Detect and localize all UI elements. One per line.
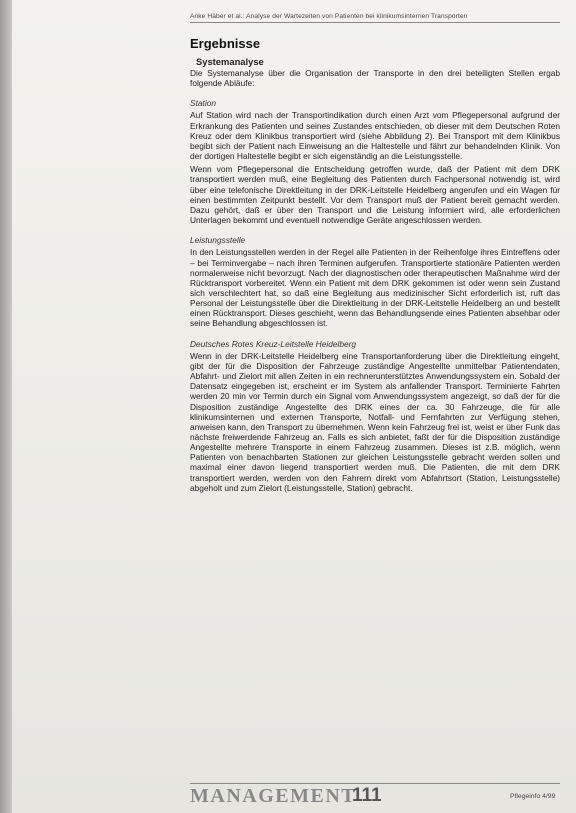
issue-label: Pflegeinfo 4/99 — [510, 793, 556, 800]
section-title: Leistungsstelle — [190, 235, 246, 246]
intro-paragraph: Die Systemanalyse über die Organisation der Transporte in den drei beteiligten Stellen ergab folgende Abläufe: — [190, 68, 560, 89]
paragraph: In den Leistungsstellen werden in der Regel alle Patienten in der Reihenfolge ihres Eintreffens oder – bei Terminvergabe – nach ihren Terminen aufgerufen. Transportierte stationäre Patienten werden normalerweise nicht bevorzugt. Nach der diagnostischen oder therapeutischen Maßnahme wird der Rücktransport vorbereitet. Wenn ein Patient mit dem DRK gekommen ist oder wenn sein Zustand sich verschlechtert hat, so daß eine Begleitung aus medizinischer Sicht erforderlich ist, ruft das Personal der Leistungsstelle über die Direktleitung in der DRK-Leitstelle Heidelberg an und bestellt einen Rücktransport. Dieses geschieht, wenn das Behandlungsende eines Patienten absehbar oder seine Behandlung abgeschlossen ist. — [190, 247, 560, 329]
binding-edge — [0, 0, 12, 813]
section-station — [190, 98, 560, 225]
page-number: 111 — [352, 785, 382, 806]
footer-section-label: MANAGEMENT — [190, 785, 357, 807]
section-leistungsstelle — [190, 235, 560, 328]
paragraph: Auf Station wird nach der Transportindikation durch einen Arzt vom Pflegepersonal aufgrund der Erkrankung des Patienten und seines Zustandes entschieden, ob dieser mit dem Deutschen Roten Kreuz oder dem Klinikbus transportiert wird (siehe Abbildung 2). Bei Transport mit dem Klinikbus begibt sich der Patient nach Einweisung an die Haltestelle und fährt zur behandelnden Klinik. Von der dortigen Haltestelle begibt er sich eigenständig an die Leistungsstelle. — [190, 110, 560, 162]
article-body — [190, 68, 560, 496]
subsection-heading: Systemanalyse — [196, 56, 264, 67]
section-title: Deutsches Rotes Kreuz-Leitstelle Heidelberg — [190, 338, 357, 349]
section-title: Station — [190, 98, 216, 109]
footer-divider — [190, 783, 560, 784]
paragraph: Wenn in der DRK-Leitstelle Heidelberg eine Transportanforderung über die Direktleitung eingeht, gibt der für die Disposition der Fahrzeuge zuständige Angestellte unmittelbar Patientendaten, Abfahrt- und Zielort mit allen Zeiten in ein rechnerunterstütztes Anwendungssystem ein. Sobald der Datensatz eingegeben ist, erscheint er im System als anfallender Transport. Terminierte Fahrten werden 20 min vor Termin durch ein Signal vom Anwendungssystem angezeigt, so daß der für die Disposition zuständige Angestellte des DRK eines der ca. 30 Fahrzeuge, die für alle klinikumsinternen und externen Transporte, Notfall- und Fernfahrten zur Verfügung stehen, anweisen kann, den Transport zu übernehmen. Wenn kein Fahrzeug frei ist, weist er über Funk das nächste freiwerdende Fahrzeug an. Falls es sich anbietet, faßt der für die Disposition zuständige Angestellte mehrere Transporte in einem Fahrzeug zusammen. Dieses ist z.B. möglich, wenn Patienten von benachbarten Stationen zur gleichen Leistungsstelle gebracht werden sollen und maximal einer davon liegend transportiert werden muß. Die Patienten, die mit dem DRK transportiert werden, werden von den Fahrern direkt vom Abfahrtsort (Station, Leistungsstelle) abgeholt und zum Zielort (Leistungsstelle, Station) gebracht. — [190, 350, 560, 493]
running-head: Anke Häber et al.: Analyse der Wartezeiten von Patienten bei klinikumsinternen Transporten — [190, 13, 560, 23]
section-heading: Ergebnisse — [190, 36, 261, 51]
paragraph: Wenn vom Pflegepersonal die Entscheidung getroffen wurde, daß der Patient mit dem DRK transportiert werden muß, eine Begleitung des Patienten durch Fachpersonal notwendig ist, wird über eine telefonische Direktleitung in der DRK-Leitstelle Heidelberg angerufen und ein Wagen für einen bestimmten Zeitpunkt bestellt. Vor dem Transport muß der Patient bereit gemacht werden. Dazu gehört, daß er über den Transport und die Leistung informiert wird, alle erforderlichen Unterlagen bekommt und eventuell notwendige Geräte angeschlossen werden. — [190, 164, 560, 226]
section-drk-leitstelle — [190, 339, 560, 493]
